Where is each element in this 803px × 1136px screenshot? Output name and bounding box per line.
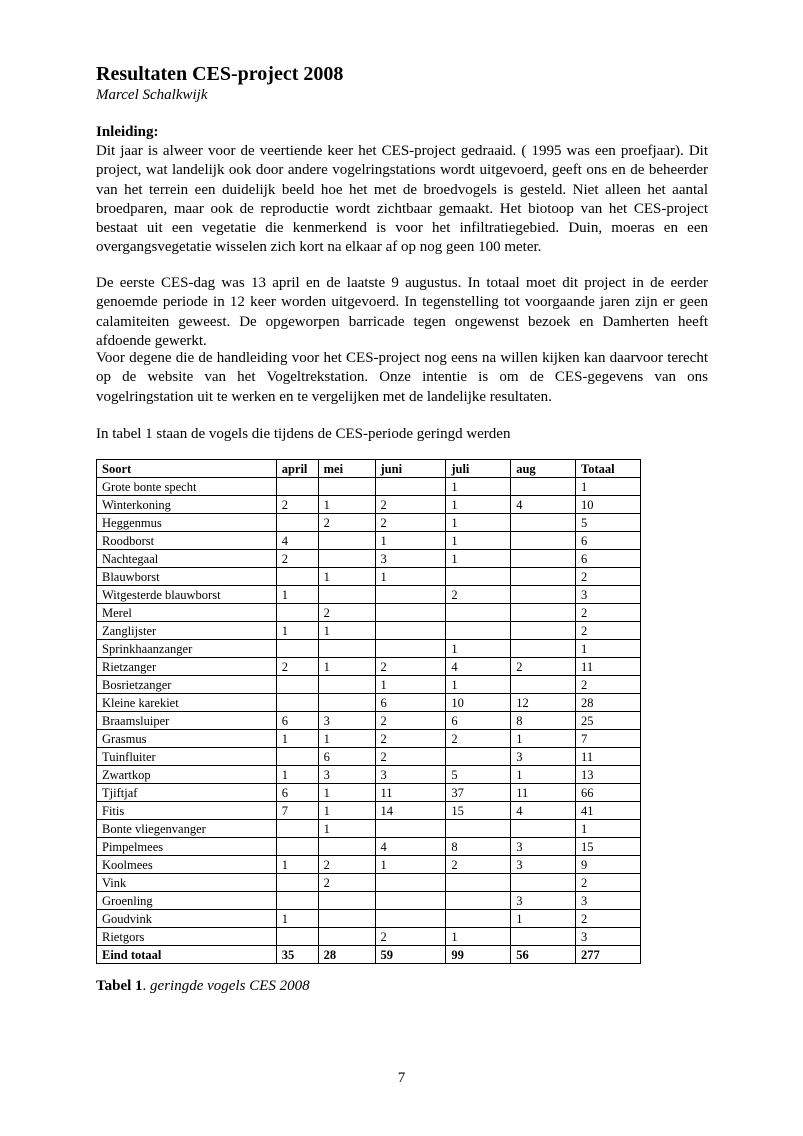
count-cell	[511, 874, 576, 892]
count-cell	[375, 478, 446, 496]
header-cell: april	[276, 460, 318, 478]
count-cell	[511, 478, 576, 496]
species-cell: Fitis	[97, 802, 277, 820]
species-cell: Zanglijster	[97, 622, 277, 640]
count-cell	[511, 514, 576, 532]
count-cell: 4	[375, 838, 446, 856]
table-row	[97, 694, 641, 712]
count-cell: 1	[375, 568, 446, 586]
page-number: 7	[397, 1070, 406, 1086]
count-cell: 1	[446, 478, 511, 496]
table-caption	[96, 977, 310, 995]
total-count-cell: 35	[276, 946, 318, 964]
count-cell: 10	[576, 496, 641, 514]
count-cell: 2	[375, 658, 446, 676]
count-cell: 1	[511, 730, 576, 748]
count-cell	[511, 928, 576, 946]
count-cell: 2	[446, 586, 511, 604]
count-cell: 4	[511, 802, 576, 820]
count-cell: 41	[576, 802, 641, 820]
count-cell: 1	[276, 910, 318, 928]
author-name: Marcel Schalkwijk	[96, 87, 208, 103]
count-cell	[318, 694, 375, 712]
section-heading: Inleiding:	[96, 124, 159, 140]
table-row	[97, 496, 641, 514]
total-count-cell: 59	[375, 946, 446, 964]
count-cell: 1	[576, 478, 641, 496]
count-cell: 6	[576, 532, 641, 550]
count-cell: 3	[576, 892, 641, 910]
header-cell: aug	[511, 460, 576, 478]
count-cell: 15	[446, 802, 511, 820]
count-cell: 5	[576, 514, 641, 532]
count-cell: 2	[375, 748, 446, 766]
table-row	[97, 820, 641, 838]
count-cell	[276, 748, 318, 766]
count-cell: 2	[511, 658, 576, 676]
count-cell	[375, 640, 446, 658]
count-cell: 2	[576, 604, 641, 622]
count-cell: 2	[318, 874, 375, 892]
species-cell: Nachtegaal	[97, 550, 277, 568]
count-cell	[446, 604, 511, 622]
count-cell: 1	[446, 532, 511, 550]
count-cell	[511, 568, 576, 586]
header-cell: juni	[375, 460, 446, 478]
count-cell: 3	[576, 586, 641, 604]
count-cell: 1	[446, 514, 511, 532]
count-cell: 2	[576, 910, 641, 928]
count-cell	[511, 586, 576, 604]
table-row	[97, 730, 641, 748]
count-cell	[276, 838, 318, 856]
total-count-cell: 56	[511, 946, 576, 964]
count-cell: 11	[576, 748, 641, 766]
count-cell	[446, 910, 511, 928]
table-body	[97, 478, 641, 964]
count-cell: 6	[446, 712, 511, 730]
count-cell: 6	[375, 694, 446, 712]
count-cell: 2	[276, 658, 318, 676]
count-cell: 4	[511, 496, 576, 514]
count-cell: 8	[511, 712, 576, 730]
document-title: Resultaten CES-project 2008	[96, 63, 344, 85]
count-cell: 2	[375, 928, 446, 946]
count-cell	[511, 640, 576, 658]
total-count-cell: 277	[576, 946, 641, 964]
count-cell	[318, 892, 375, 910]
total-count-cell: 28	[318, 946, 375, 964]
header-cell: Totaal	[576, 460, 641, 478]
table-row	[97, 802, 641, 820]
count-cell: 2	[576, 676, 641, 694]
caption-text: geringde vogels CES 2008	[150, 978, 310, 994]
count-cell	[276, 640, 318, 658]
count-cell: 1	[276, 622, 318, 640]
species-cell: Vink	[97, 874, 277, 892]
species-cell: Grote bonte specht	[97, 478, 277, 496]
count-cell: 1	[375, 532, 446, 550]
species-cell: Goudvink	[97, 910, 277, 928]
count-cell: 2	[375, 712, 446, 730]
count-cell: 2	[375, 514, 446, 532]
count-cell: 2	[375, 730, 446, 748]
count-cell: 12	[511, 694, 576, 712]
species-cell: Bosrietzanger	[97, 676, 277, 694]
count-cell: 1	[276, 730, 318, 748]
count-cell: 1	[318, 496, 375, 514]
count-cell: 3	[318, 766, 375, 784]
species-cell: Roodborst	[97, 532, 277, 550]
table-row	[97, 784, 641, 802]
count-cell	[511, 550, 576, 568]
count-cell: 2	[446, 730, 511, 748]
species-cell: Groenling	[97, 892, 277, 910]
count-cell	[511, 604, 576, 622]
species-cell: Sprinkhaanzanger	[97, 640, 277, 658]
count-cell	[276, 928, 318, 946]
count-cell	[446, 892, 511, 910]
table-row	[97, 838, 641, 856]
table-row	[97, 748, 641, 766]
count-cell	[318, 928, 375, 946]
header-cell: mei	[318, 460, 375, 478]
species-cell: Rietgors	[97, 928, 277, 946]
table-row	[97, 766, 641, 784]
count-cell: 3	[511, 838, 576, 856]
count-cell: 1	[318, 784, 375, 802]
count-cell: 2	[276, 550, 318, 568]
count-cell: 1	[318, 820, 375, 838]
count-cell: 11	[576, 658, 641, 676]
count-cell	[375, 604, 446, 622]
count-cell	[318, 550, 375, 568]
count-cell: 25	[576, 712, 641, 730]
table-row	[97, 478, 641, 496]
count-cell: 7	[276, 802, 318, 820]
count-cell: 3	[318, 712, 375, 730]
count-cell: 8	[446, 838, 511, 856]
count-cell: 1	[276, 856, 318, 874]
count-cell	[276, 478, 318, 496]
count-cell: 3	[375, 550, 446, 568]
caption-label: Tabel 1	[96, 978, 143, 994]
table-row	[97, 568, 641, 586]
table-row	[97, 676, 641, 694]
table-header-row	[97, 460, 641, 478]
species-cell: Rietzanger	[97, 658, 277, 676]
count-cell: 11	[375, 784, 446, 802]
count-cell	[276, 820, 318, 838]
count-cell: 14	[375, 802, 446, 820]
paragraph-manual: Voor degene die de handleiding voor het CES-project nog eens na willen kijken kan daarvoor terecht op de website van het Vogeltrekstation. Onze intentie is om de CES-gegevens van ons vogelringstation uit te werken en te vergelijken met de landelijke resultaten.	[96, 350, 708, 405]
total-label-cell: Eind totaal	[97, 946, 277, 964]
table-row	[97, 532, 641, 550]
count-cell	[276, 568, 318, 586]
count-cell	[276, 604, 318, 622]
count-cell: 28	[576, 694, 641, 712]
table-row	[97, 658, 641, 676]
count-cell: 1	[318, 622, 375, 640]
species-cell: Grasmus	[97, 730, 277, 748]
count-cell: 2	[276, 496, 318, 514]
count-cell: 3	[511, 748, 576, 766]
count-cell: 2	[576, 568, 641, 586]
count-cell	[511, 532, 576, 550]
table-row	[97, 514, 641, 532]
count-cell: 1	[446, 550, 511, 568]
count-cell: 4	[446, 658, 511, 676]
species-cell: Braamsluiper	[97, 712, 277, 730]
count-cell: 1	[576, 640, 641, 658]
count-cell: 13	[576, 766, 641, 784]
count-cell: 3	[511, 892, 576, 910]
count-cell: 1	[318, 730, 375, 748]
species-cell: Zwartkop	[97, 766, 277, 784]
count-cell	[375, 586, 446, 604]
count-cell: 3	[375, 766, 446, 784]
count-cell	[318, 532, 375, 550]
count-cell: 1	[318, 802, 375, 820]
count-cell: 1	[276, 766, 318, 784]
count-cell	[375, 874, 446, 892]
table-row	[97, 892, 641, 910]
species-cell: Koolmees	[97, 856, 277, 874]
header-cell: Soort	[97, 460, 277, 478]
count-cell	[318, 478, 375, 496]
table-row	[97, 856, 641, 874]
count-cell	[446, 874, 511, 892]
count-cell: 2	[446, 856, 511, 874]
species-cell: Tjiftjaf	[97, 784, 277, 802]
count-cell	[318, 586, 375, 604]
table-row	[97, 622, 641, 640]
count-cell	[446, 568, 511, 586]
count-cell: 3	[511, 856, 576, 874]
table-row	[97, 586, 641, 604]
count-cell: 6	[276, 784, 318, 802]
count-cell: 1	[446, 496, 511, 514]
count-cell: 2	[318, 856, 375, 874]
count-cell: 2	[576, 622, 641, 640]
count-cell: 37	[446, 784, 511, 802]
count-cell: 2	[318, 514, 375, 532]
count-cell: 2	[318, 604, 375, 622]
count-cell: 1	[276, 586, 318, 604]
count-cell	[375, 910, 446, 928]
count-cell	[446, 748, 511, 766]
bird-ringing-table	[96, 459, 641, 964]
count-cell: 1	[446, 640, 511, 658]
species-cell: Kleine karekiet	[97, 694, 277, 712]
species-cell: Heggenmus	[97, 514, 277, 532]
count-cell: 6	[576, 550, 641, 568]
count-cell: 4	[276, 532, 318, 550]
count-cell: 1	[318, 568, 375, 586]
count-cell: 1	[511, 910, 576, 928]
count-cell	[276, 694, 318, 712]
count-cell: 1	[446, 676, 511, 694]
count-cell: 6	[318, 748, 375, 766]
table-total-row	[97, 946, 641, 964]
count-cell: 9	[576, 856, 641, 874]
table-intro-text: In tabel 1 staan de vogels die tijdens de CES-periode geringd werden	[96, 426, 511, 442]
count-cell	[318, 640, 375, 658]
count-cell: 10	[446, 694, 511, 712]
count-cell: 1	[375, 676, 446, 694]
count-cell: 2	[375, 496, 446, 514]
total-count-cell: 99	[446, 946, 511, 964]
count-cell: 5	[446, 766, 511, 784]
count-cell: 7	[576, 730, 641, 748]
count-cell	[511, 820, 576, 838]
count-cell: 1	[318, 658, 375, 676]
species-cell: Blauwborst	[97, 568, 277, 586]
species-cell: Bonte vliegenvanger	[97, 820, 277, 838]
count-cell: 11	[511, 784, 576, 802]
table-row	[97, 712, 641, 730]
table-row	[97, 550, 641, 568]
count-cell: 1	[576, 820, 641, 838]
species-cell: Tuinfluiter	[97, 748, 277, 766]
species-cell: Merel	[97, 604, 277, 622]
count-cell	[276, 874, 318, 892]
table-row	[97, 604, 641, 622]
count-cell: 6	[276, 712, 318, 730]
paragraph-intro: Dit jaar is alweer voor de veertiende keer het CES-project gedraaid. ( 1995 was een proefjaar). Dit project, wat landelijk ook door andere vogelringstations wordt uitgevoerd, geeft ons en de beheerder van het terrein een duidelijk beeld hoe het met de broedvogels is gesteld. Niet alleen het aantal broedparen, maar ook de reproductie wordt zichtbaar gemaakt. Het biotoop van het CES-project bestaat uit een vegetatie die kenmerkend is voor het infiltratiegebied. Duin, moeras en een overgangsvegetatie wisselen zich kort na elkaar af op nog geen 100 meter.	[96, 143, 708, 256]
count-cell	[511, 622, 576, 640]
count-cell	[375, 892, 446, 910]
count-cell	[375, 820, 446, 838]
caption-separator: .	[142, 978, 151, 994]
count-cell: 3	[576, 928, 641, 946]
count-cell: 1	[511, 766, 576, 784]
count-cell	[318, 676, 375, 694]
count-cell: 15	[576, 838, 641, 856]
count-cell	[276, 892, 318, 910]
count-cell: 1	[446, 928, 511, 946]
count-cell: 2	[576, 874, 641, 892]
table-row	[97, 640, 641, 658]
species-cell: Pimpelmees	[97, 838, 277, 856]
count-cell	[318, 838, 375, 856]
count-cell: 1	[375, 856, 446, 874]
count-cell	[318, 910, 375, 928]
count-cell	[446, 820, 511, 838]
count-cell	[375, 622, 446, 640]
count-cell	[276, 676, 318, 694]
table-row	[97, 928, 641, 946]
count-cell	[276, 514, 318, 532]
table-row	[97, 874, 641, 892]
table-row	[97, 910, 641, 928]
species-cell: Witgesterde blauwborst	[97, 586, 277, 604]
count-cell: 66	[576, 784, 641, 802]
count-cell	[511, 676, 576, 694]
header-cell: juli	[446, 460, 511, 478]
paragraph-dates: De eerste CES-dag was 13 april en de laatste 9 augustus. In totaal moet dit project in de eerder genoemde periode in 12 keer worden uitgevoerd. In tegenstelling tot voorgaande jaren zijn er geen calamiteiten geweest. De opgeworpen barricade tegen ongewenst bezoek en Damherten heeft afdoende gewerkt.	[96, 275, 708, 349]
count-cell	[446, 622, 511, 640]
species-cell: Winterkoning	[97, 496, 277, 514]
